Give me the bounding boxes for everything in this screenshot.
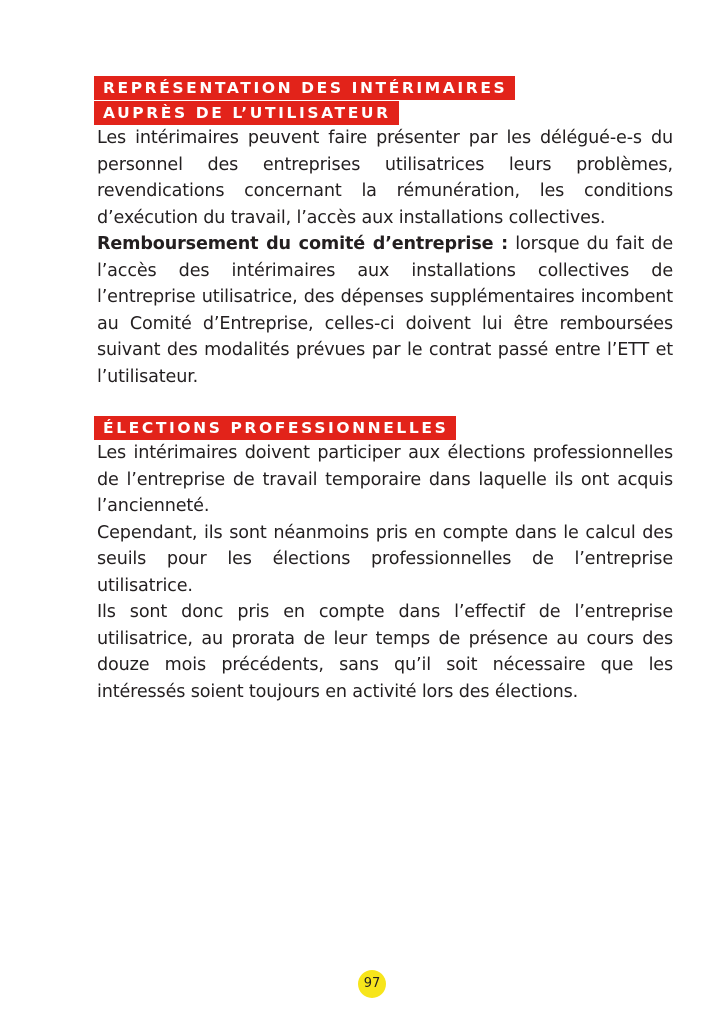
paragraph-thresholds: Cependant, ils sont néanmoins pris en compte dans le calcul des seuils pour les élections professionnelles de l’entreprise utilisatrice. [97,522,673,596]
section-heading-line-2: AUPRÈS DE L’UTILISATEUR [94,101,399,125]
section-heading-line-1: REPRÉSENTATION DES INTÉRIMAIRES [94,76,515,100]
page-number-badge: 97 [358,970,386,998]
document-page [97,76,673,705]
reimbursement-text: lorsque du fait de l’accès des intérimaires aux installations collectives de l’entreprise utilisatrice, des dépenses supplémentaires incombent au Comité d’Entreprise, celles-ci doivent lui être remboursées suivant des modalités prévues par le contrat passé entre l’ETT et l’utilisateur. [97,234,673,387]
paragraph-delegates: Les intérimaires peuvent faire présenter par les délégué-e-s du personnel des entreprises utilisatrices leurs problèmes, revendications concernant la rémunération, les conditions d’exécution du travail, l’accès aux installations collectives. [97,128,673,228]
reimbursement-lead-in: Remboursement du comité d’entreprise : [97,234,509,254]
section-heading-elections [94,416,673,440]
section-heading-representation [94,76,673,125]
section-heading-elections-line: ÉLECTIONS PROFESSIONNELLES [94,416,456,440]
paragraph-workforce: Ils sont donc pris en compte dans l’effectif de l’entreprise utilisatrice, au prorata de leur temps de présence au cours des douze mois précédents, sans qu’il soit nécessaire que les intéressés soient toujours en activité lors des élections. [97,602,673,702]
paragraph-participation: Les intérimaires doivent participer aux élections professionnelles de l’entreprise de travail temporaire dans laquelle ils ont acquis l’ancienneté. [97,443,673,516]
paragraph-reimbursement [97,231,673,390]
